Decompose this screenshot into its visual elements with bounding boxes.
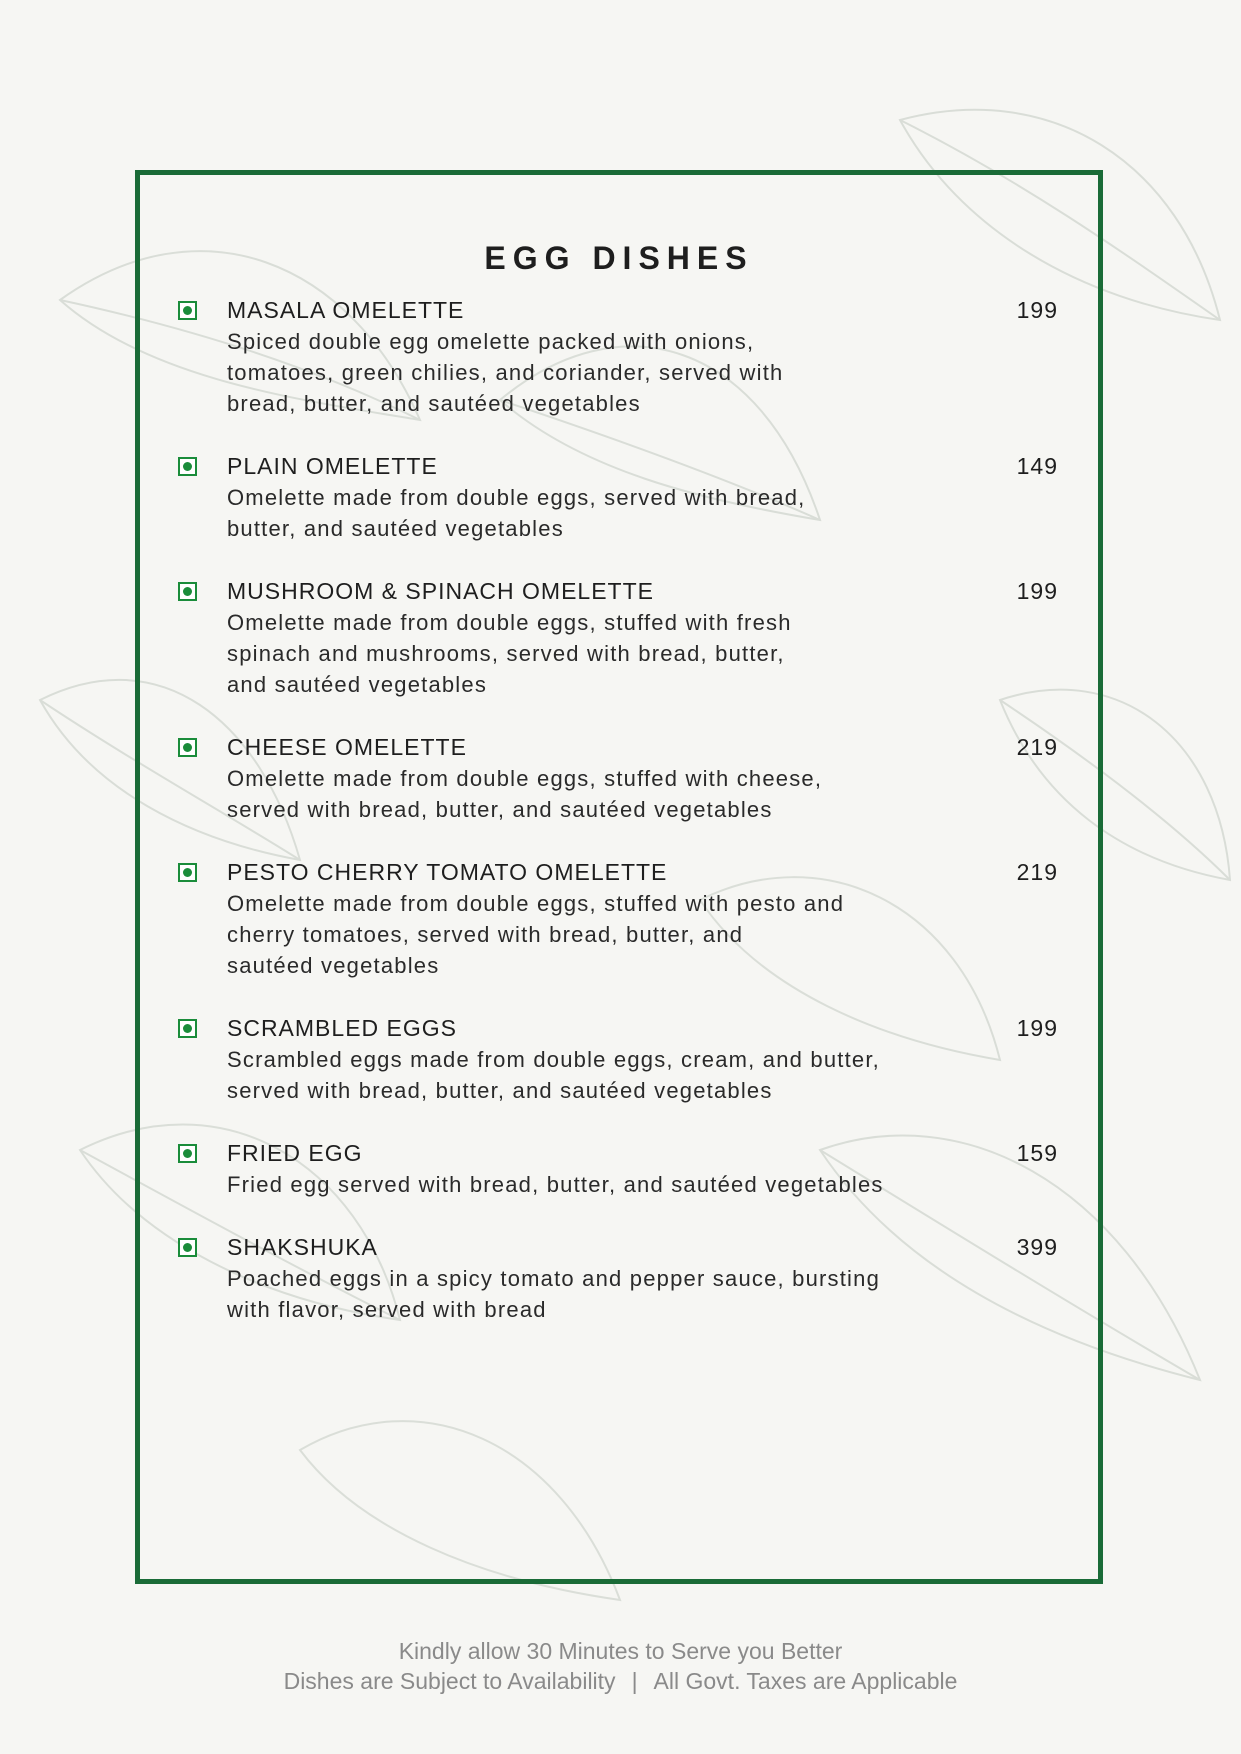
veg-indicator-dot [183, 868, 192, 877]
menu-item [178, 856, 1066, 981]
veg-indicator-dot [183, 462, 192, 471]
veg-indicator-icon [178, 1019, 197, 1038]
menu-item-description: Poached eggs in a spicy tomato and pepper sauce, bursting with flavor, served with bread [227, 1266, 881, 1322]
footer-policy-line [0, 1666, 1241, 1696]
menu-item-description: Fried egg served with bread, butter, and sautéed vegetables [227, 1172, 884, 1197]
menu-item-price: 149 [1016, 453, 1058, 479]
veg-indicator-icon [178, 457, 197, 476]
menu-item [178, 294, 1066, 419]
menu-item [178, 1012, 1066, 1106]
menu-item-name: PESTO CHERRY TOMATO OMELETTE [227, 859, 668, 885]
menu-item [178, 1231, 1066, 1325]
menu-item-description: Omelette made from double eggs, stuffed with cheese, served with bread, butter, and sautéed vegetables [227, 766, 823, 822]
menu-item-price: 219 [1016, 859, 1058, 885]
veg-indicator-icon [178, 301, 197, 320]
menu-item-name: SHAKSHUKA [227, 1234, 378, 1260]
menu-item-price: 199 [1016, 578, 1058, 604]
page-title: EGG DISHES [484, 240, 754, 276]
menu-item-price: 399 [1016, 1234, 1058, 1260]
veg-indicator-icon [178, 738, 197, 757]
menu-item-description: Omelette made from double eggs, served with bread, butter, and sautéed vegetables [227, 485, 806, 541]
menu-item-description: Scrambled eggs made from double eggs, cream, and butter, served with bread, butter, and sautéed vegetables [227, 1047, 880, 1103]
veg-indicator-icon [178, 1238, 197, 1257]
menu-item-name: FRIED EGG [227, 1140, 363, 1166]
veg-indicator-icon [178, 863, 197, 882]
menu-item [178, 731, 1066, 825]
footer [0, 1636, 1241, 1696]
footer-separator: | [631, 1668, 638, 1694]
menu-item-price: 199 [1016, 297, 1058, 323]
footer-tax-note: All Govt. Taxes are Applicable [653, 1668, 958, 1694]
veg-indicator-dot [183, 587, 192, 596]
menu-item-price: 219 [1016, 734, 1058, 760]
menu-item-price: 159 [1016, 1140, 1058, 1166]
menu-list [178, 294, 1066, 1356]
menu-item-price: 199 [1016, 1015, 1058, 1041]
menu-item-description: Omelette made from double eggs, stuffed with pesto and cherry tomatoes, served with bread, butter, and sautéed vegetables [227, 891, 845, 978]
footer-availability-note: Dishes are Subject to Availability [283, 1668, 616, 1694]
menu-item-name: MUSHROOM & SPINACH OMELETTE [227, 578, 654, 604]
menu-item [178, 450, 1066, 544]
veg-indicator-icon [178, 582, 197, 601]
menu-item-description: Spiced double egg omelette packed with onions, tomatoes, green chilies, and coriander, served with bread, butter, and sautéed vegetables [227, 329, 784, 416]
menu-item-name: PLAIN OMELETTE [227, 453, 438, 479]
menu-item-description: Omelette made from double eggs, stuffed with fresh spinach and mushrooms, served with bread, butter, and sautéed vegetables [227, 610, 792, 697]
footer-service-note: Kindly allow 30 Minutes to Serve you Better [398, 1638, 843, 1664]
veg-indicator-dot [183, 1149, 192, 1158]
veg-indicator-dot [183, 743, 192, 752]
menu-item-name: SCRAMBLED EGGS [227, 1015, 457, 1041]
menu-item-name: MASALA OMELETTE [227, 297, 465, 323]
menu-item [178, 575, 1066, 700]
menu-item [178, 1137, 1066, 1200]
veg-indicator-dot [183, 1024, 192, 1033]
veg-indicator-dot [183, 306, 192, 315]
menu-item-name: CHEESE OMELETTE [227, 734, 467, 760]
veg-indicator-dot [183, 1243, 192, 1252]
veg-indicator-icon [178, 1144, 197, 1163]
